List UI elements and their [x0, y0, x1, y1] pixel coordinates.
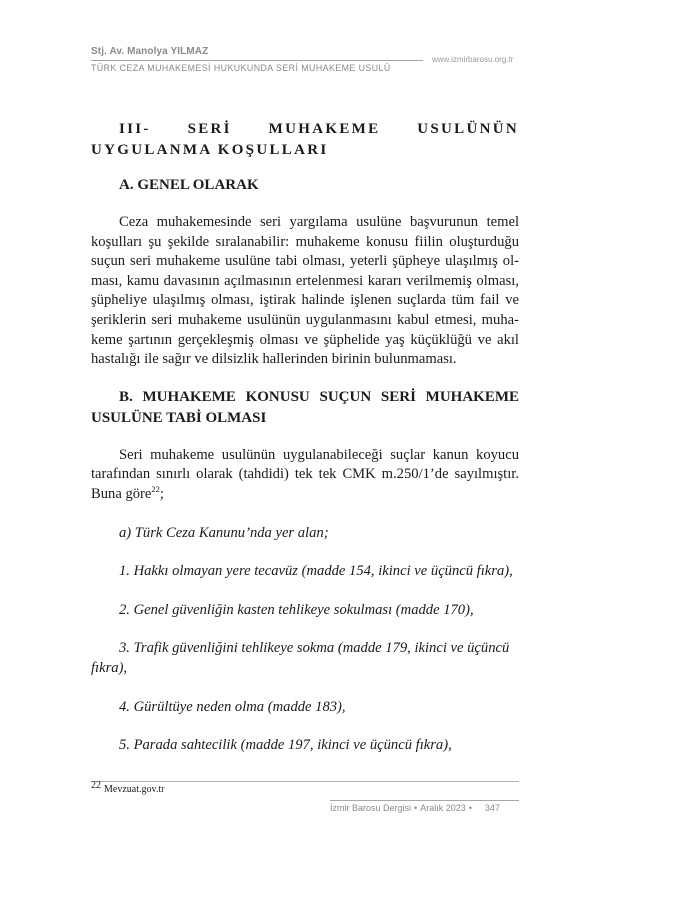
page-number: 347 — [484, 803, 500, 813]
list-item: 2. Genel güvenliğin kasten tehlikeye sokulması (madde 170), — [119, 601, 474, 618]
footer — [330, 803, 500, 813]
footer-divider — [330, 800, 519, 801]
paragraph-scope-text: Seri muhakeme usulünün uygulanabileceği suçlar kanun koyucu tarafından sınırlı olarak (tahdidi) tek tek CMK m.250/1’de sayılmıştır. Buna göre — [91, 446, 519, 502]
header-author: Stj. Av. Manolya YILMAZ — [91, 46, 209, 57]
footnote — [91, 779, 165, 795]
header-divider — [91, 60, 423, 61]
footer-journal: İzmir Barosu Dergisi — [330, 803, 412, 813]
footer-separator: • — [468, 803, 472, 813]
header-url[interactable]: www.izmirbarosu.org.tr — [432, 55, 514, 64]
list-item: 4. Gürültüye neden olma (madde 183), — [119, 698, 346, 715]
list-item: 1. Hakkı olmayan yere tecavüz (madde 154, ikinci ve üçüncü fıkra), — [119, 563, 513, 580]
header-running-title: TÜRK CEZA MUHAKEMESİ HUKUKUNDA SERİ MUHAKEME USULÜ — [91, 63, 391, 73]
section-heading-a: A. GENEL OLARAK — [119, 177, 259, 193]
list-intro: a) Türk Ceza Kanunu’nda yer alan; — [119, 524, 329, 541]
footnote-text: Mevzuat.gov.tr — [104, 784, 165, 795]
footnote-divider — [91, 781, 519, 782]
section-heading-iii: III- SERİ MUHAKEME USULÜNÜN UYGULANMA KOŞULLARI — [91, 121, 519, 158]
paragraph-scope-end: ; — [159, 485, 164, 502]
footnote-number: 22 — [91, 779, 101, 791]
list-item: 5. Parada sahtecilik (madde 197, ikinci ve üçüncü fıkra), — [119, 737, 452, 754]
list-item: 3. Trafik güvenliğini tehlikeye sokma (madde 179, ikinci ve üçüncü fıkra), — [91, 640, 510, 676]
footnote-reference[interactable]: 22 — [151, 484, 160, 495]
footer-separator: • — [414, 803, 418, 813]
page-body — [91, 119, 519, 756]
section-heading-b: B. MUHAKEME KONUSU SUÇUN SERİ MUHAKEME USULÜNE TABİ OLMASI — [91, 388, 519, 426]
paragraph-scope — [91, 446, 519, 505]
footer-issue: Aralık 2023 — [420, 803, 466, 813]
paragraph-general: Ceza muhakemesinde seri yargılama usulüne başvurunun temel koşulları şu şekilde sıralanabilir: muhakeme konusu fiilin oluşturduğu suçun seri muhakeme usulüne tabi olması, yeterli şüpheye ulaşılmış olması, kamu davasının açılmasının ertelenmesi kararı verilmemiş olması, şüpheliye ulaşılmış olması, iştirak halinde işlenen suçlarda tüm fail ve şeriklerin seri muhakeme usulünün uygulanmasını kabul etmesi, muhakeme şartının gerçekleşmiş olması ve şüphelide yaş küçüklüğü ve akıl hastalığı ile sağır ve dilsizlik hallerinden birinin bulunmaması. — [91, 214, 519, 368]
